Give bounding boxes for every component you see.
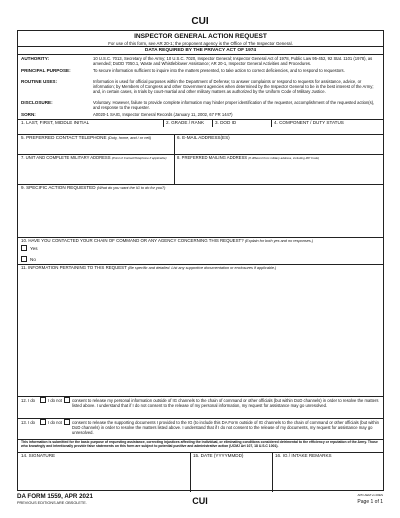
request-information-field[interactable] xyxy=(21,265,276,271)
chain-of-command-question xyxy=(21,238,313,244)
form-title: INSPECTOR GENERAL ACTION REQUEST xyxy=(134,33,267,40)
sorn-text: A0020-1 SAIG, Inspector General Records (January 11, 2002, 67 FR 1447) xyxy=(93,112,233,117)
chain-of-command-hint: (Explain for both yes and no responses.) xyxy=(244,239,314,243)
dod-id-field[interactable]: 3. DOD ID xyxy=(215,120,237,125)
false-statement-disclaimer: This information is submitted for the basic purpose of requesting assistance, correcting injustices affecting the individual, or eliminating conditions considered detrimental to the efficiency or reputation of the Army. Those who knowingly and intentionally provide false statements on this form are subject to potential punitive and administrative action (UCMJ Art 107, 18 U.S.C 1001). xyxy=(21,440,378,448)
mailing-address-hint: (If different from military address, including ZIP Code) xyxy=(248,156,320,160)
consent-12-do-not-checkbox[interactable] xyxy=(64,397,70,403)
consent-13-text: consent to release the supporting documents I provided to the IG (to include this DA Form outside of IG channels to the chain of command or other officials (but within DoD channels) in order to resolve the matters listed above. I understand that if I do not consent to the release of my documents, my request for assistance may go unresolved. xyxy=(72,420,379,435)
consent-13-i-do-not: I do not xyxy=(48,420,62,425)
yes-label: Yes xyxy=(30,246,38,251)
routine-uses-label: ROUTINE USES: xyxy=(21,79,57,84)
form-version: APD AEM v1.00ES xyxy=(357,493,383,497)
form-subtitle: For use of this form, see AR 20-1; the proponent agency is the Office of The Inspector General. xyxy=(108,41,293,46)
sorn-label: SORN: xyxy=(21,112,36,117)
consent-12-text: consent to release my personal information outside of IG channels to the chain of command or other officials (but within DoD channels) in order to resolve the matters listed above. I understand that if I do not consent to the release of my personal information, my request for assistance may go unresolved. xyxy=(72,398,379,408)
military-address-label: 7. UNIT AND COMPLETE MILITARY ADDRESS xyxy=(21,155,111,160)
mailing-address-field[interactable] xyxy=(177,155,319,161)
page-number: Page 1 of 1 xyxy=(357,499,383,505)
consent-13-do-not-checkbox[interactable] xyxy=(64,419,70,425)
military-address-hint: (Point of Contact/Telephone if applicable) xyxy=(111,156,167,160)
signature-field[interactable]: 14. SIGNATURE xyxy=(21,453,56,458)
authority-text: 10 U.S.C. 7013, Secretary of the Army; 10 U.S.C. 7020, Inspector General; Inspector General Act of 1978, Public Law 95-452, 92 Stat. 1101 (1978), as amended; DoDD 7050.1, Waste and Whistleblower Assistance; AR 20-1, Inspector General Activities and Procedures. xyxy=(93,56,373,66)
request-information-label: 11. INFORMATION PERTAINING TO THIS REQUEST xyxy=(21,265,127,270)
consent-13-do-checkbox[interactable] xyxy=(40,419,46,425)
chain-of-command-label: 10. HAVE YOU CONTACTED YOUR CHAIN OF COMMAND OR ANY AGENCY CONCERNING THIS REQUEST? xyxy=(21,238,244,243)
purpose-label: PRINCIPAL PURPOSE: xyxy=(21,68,71,73)
consent-12-do-checkbox[interactable] xyxy=(40,397,46,403)
action-requested-label: 9. SPECIFIC ACTION REQUESTED xyxy=(21,185,96,190)
cui-marking-bottom: CUI xyxy=(192,496,208,506)
mailing-address-label: 8. PREFERRED MAILING ADDRESS xyxy=(177,155,248,160)
date-field[interactable]: 15. DATE (YYYYMMDD) xyxy=(193,453,244,458)
grade-rank-field[interactable]: 2. GRADE / RANK xyxy=(166,120,205,125)
contact-telephone-field[interactable] xyxy=(21,135,151,141)
disclosure-label: DISCLOSURE: xyxy=(21,100,53,105)
no-label: No xyxy=(30,257,36,262)
previous-editions-note: PREVIOUS EDITIONS ARE OBSOLETE. xyxy=(17,501,87,505)
consent-12-i-do-not: I do not xyxy=(48,398,62,403)
name-field[interactable]: 1. LAST, FIRST, MIDDLE INITIAL xyxy=(21,120,90,125)
consent-12-i-do: I do xyxy=(28,398,35,403)
consent-12-number: 12. xyxy=(21,398,27,403)
contact-telephone-hint: (Duty, home, and / or cell) xyxy=(107,136,152,140)
no-checkbox[interactable] xyxy=(21,256,27,262)
yes-checkbox[interactable] xyxy=(21,245,27,251)
authority-label: AUTHORITY: xyxy=(21,56,49,61)
intake-remarks-field[interactable]: 16. IG / INTAKE REMARKS xyxy=(275,453,332,458)
form-number: DA FORM 1559, APR 2021 xyxy=(17,493,93,500)
action-request-form xyxy=(17,30,384,491)
consent-13-number: 13. xyxy=(21,420,27,425)
purpose-text: To secure information sufficient to inquire into the matters presented, to take action to correct deficiencies, and to respond to requestors. xyxy=(93,68,345,73)
cui-marking-top: CUI xyxy=(191,16,209,27)
disclosure-text: Voluntary. However, failure to provide complete information may hinder proper identification of the requester, accomplishment of the requested action(s), and response to the requester. xyxy=(93,100,375,110)
routine-uses-text: Information is used for official purposes within the Department of Defense; to answer complaints or respond to requests for assistance, advice, or information; by Members of Congress and other Government agencies when determined by the Inspector General to be in the best interest of the Army; and, in certain cases, in trials by court-martial and other military matters as authorized by the Uniform Code of Military Justice. xyxy=(93,79,374,94)
component-duty-status-field[interactable]: 4. COMPONENT / DUTY STATUS xyxy=(274,120,344,125)
contact-telephone-label: 5. PREFERRED CONTACT TELEPHONE xyxy=(21,135,107,140)
action-requested-field[interactable] xyxy=(21,185,165,191)
action-requested-hint: (What do you want the IG to do for you?) xyxy=(96,186,166,190)
privacy-act-heading: DATA REQUIRED BY THE PRIVACY ACT OF 1974 xyxy=(144,48,257,53)
consent-13-i-do: I do xyxy=(28,420,35,425)
military-address-field[interactable] xyxy=(21,155,166,161)
request-information-hint: (Be specific and detailed. List any supportive documentation or enclosures if applicable.) xyxy=(127,266,277,270)
email-field[interactable]: 6. E-MAIL ADDRESS(ES) xyxy=(177,135,230,140)
